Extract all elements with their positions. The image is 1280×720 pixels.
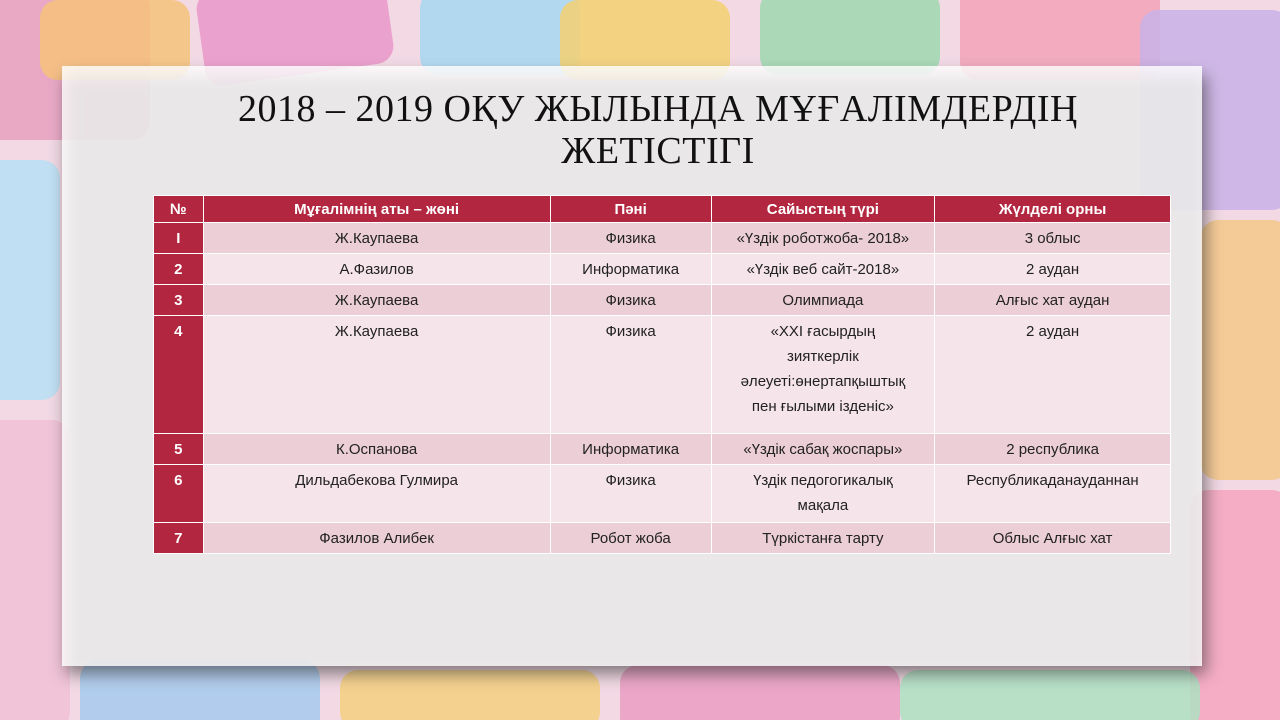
table-row [154, 223, 1171, 254]
subject: Физика [550, 285, 711, 316]
header-subject: Пәні [550, 196, 711, 223]
table-row [154, 316, 1171, 434]
row-number: 2 [154, 254, 204, 285]
header-teacher-name: Мұғалімнің аты – жөні [203, 196, 550, 223]
subject: Физика [550, 316, 711, 434]
contest-type: «XXI ғасырдың зияткерлік әлеуеті:өнертапқыштық пен ғылыми ізденіс» [711, 316, 935, 434]
row-number: 6 [154, 465, 204, 523]
table-row [154, 285, 1171, 316]
table-row [154, 523, 1171, 554]
row-number: 5 [154, 434, 204, 465]
header-number: № [154, 196, 204, 223]
row-number: 4 [154, 316, 204, 434]
prize-place: 2 республика [935, 434, 1171, 465]
teacher-name: Ж.Каупаева [203, 316, 550, 434]
teacher-name: Дильдабекова Гулмира [203, 465, 550, 523]
subject: Робот жоба [550, 523, 711, 554]
prize-place: Облыс Алғыс хат [935, 523, 1171, 554]
contest-type: «Үздік сабақ жоспары» [711, 434, 935, 465]
subject: Физика [550, 465, 711, 523]
prize-place: 2 аудан [935, 316, 1171, 434]
table-row [154, 434, 1171, 465]
subject: Информатика [550, 254, 711, 285]
prize-place: 3 облыс [935, 223, 1171, 254]
contest-type: Түркістанға тарту [711, 523, 935, 554]
row-number: 3 [154, 285, 204, 316]
contest-type: Үздік педогогикалық мақала [711, 465, 935, 523]
row-number: 7 [154, 523, 204, 554]
teacher-name: К.Оспанова [203, 434, 550, 465]
subject: Информатика [550, 434, 711, 465]
contest-type: «Үздік роботжоба- 2018» [711, 223, 935, 254]
contest-type: «Үздік веб сайт-2018» [711, 254, 935, 285]
table-row [154, 465, 1171, 523]
page-title: 2018 – 2019 ОҚУ ЖЫЛЫНДА МҰҒАЛІМДЕРДІҢ ЖЕТІСТІГІ [238, 88, 1078, 172]
table-header-row [154, 196, 1171, 223]
subject: Физика [550, 223, 711, 254]
header-contest-type: Сайыстың түрі [711, 196, 935, 223]
table-row [154, 254, 1171, 285]
prize-place: Алғыс хат аудан [935, 285, 1171, 316]
prize-place: Республикаданауданнан [935, 465, 1171, 523]
prize-place: 2 аудан [935, 254, 1171, 285]
contest-type: Олимпиада [711, 285, 935, 316]
header-prize-place: Жүлделі орны [935, 196, 1171, 223]
teacher-name: Фазилов Алибек [203, 523, 550, 554]
row-number: I [154, 223, 204, 254]
teacher-name: Ж.Каупаева [203, 285, 550, 316]
achievements-table [153, 195, 1171, 554]
teacher-name: А.Фазилов [203, 254, 550, 285]
teacher-name: Ж.Каупаева [203, 223, 550, 254]
